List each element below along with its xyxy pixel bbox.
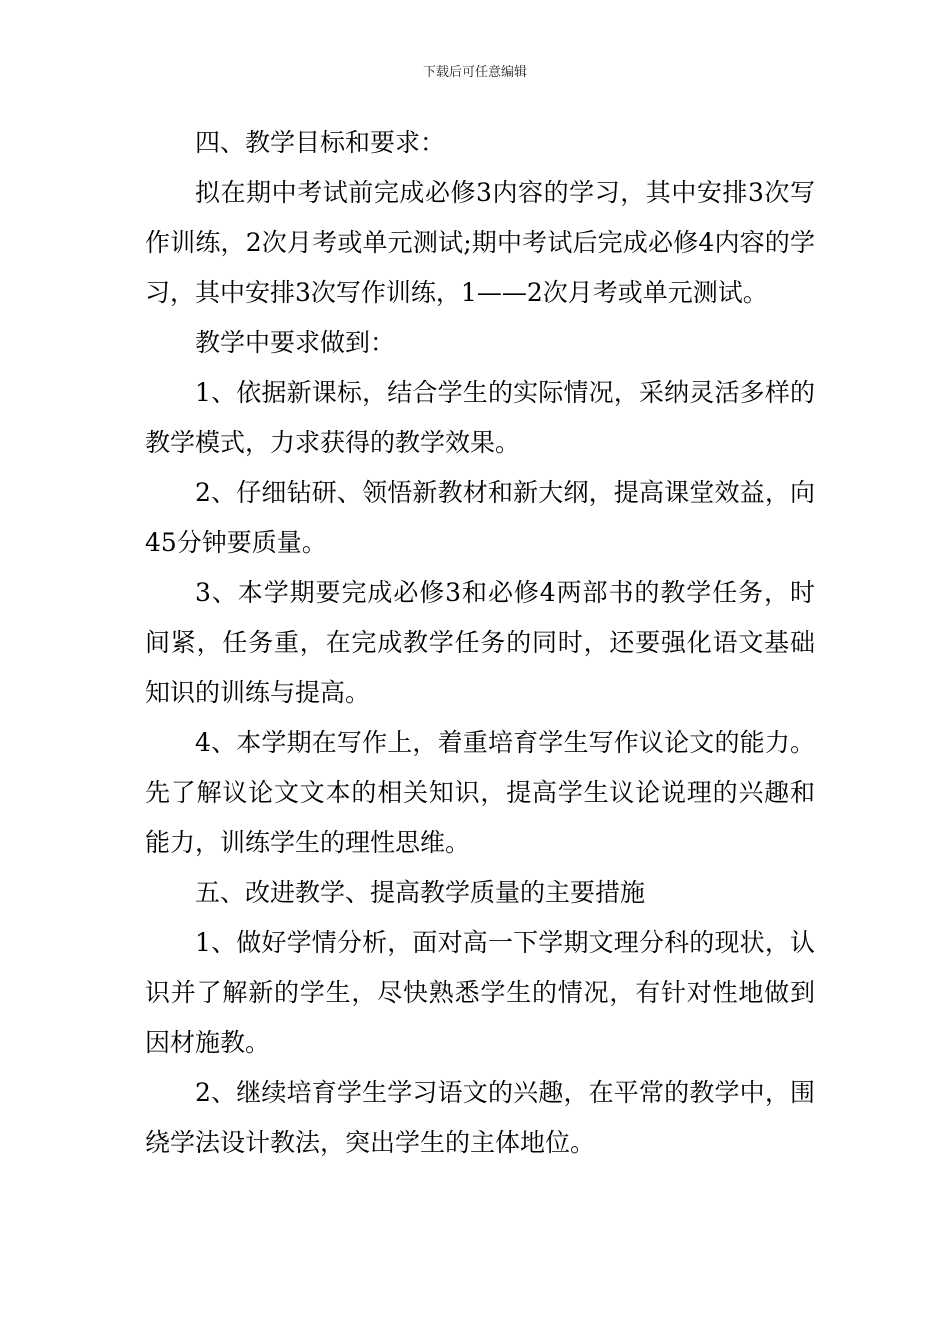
paragraph-requirement-2: 2、仔细钻研、领悟新教材和新大纲，提高课堂效益，向45分钟要质量。 bbox=[145, 478, 815, 557]
paragraph-plan: 拟在期中考试前完成必修3内容的学习，其中安排3次写作训练，2次月考或单元测试;期中考试后完成必修4内容的学习，其中安排3次写作训练，1——2次月考或单元测试。 bbox=[145, 178, 815, 307]
page-header: 下载后可任意编辑 bbox=[422, 65, 527, 80]
section-heading-measures: 五、改进教学、提高教学质量的主要措施 bbox=[195, 878, 646, 907]
paragraph-requirement-3: 3、本学期要完成必修3和必修4两部书的教学任务，时间紧，任务重，在完成教学任务的同时，还要强化语文基础知识的训练与提高。 bbox=[145, 578, 815, 707]
paragraph-measure-1: 1、做好学情分析，面对高一下学期文理分科的现状，认识并了解新的学生，尽快熟悉学生的情况，有针对性地做到因材施教。 bbox=[145, 928, 815, 1057]
section-heading-objectives: 四、教学目标和要求： bbox=[195, 128, 446, 157]
paragraph-requirement-1: 1、依据新课标，结合学生的实际情况，采纳灵活多样的教学模式，力求获得的教学效果。 bbox=[145, 378, 815, 457]
document-body bbox=[145, 118, 815, 1168]
paragraph-requirements-intro: 教学中要求做到： bbox=[195, 328, 396, 357]
paragraph-requirement-4: 4、本学期在写作上，着重培育学生写作议论文的能力。先了解议论文文本的相关知识，提高学生议论说理的兴趣和能力，训练学生的理性思维。 bbox=[145, 728, 815, 857]
paragraph-measure-2: 2、继续培育学生学习语文的兴趣，在平常的教学中，围绕学法设计教法，突出学生的主体地位。 bbox=[145, 1078, 815, 1157]
